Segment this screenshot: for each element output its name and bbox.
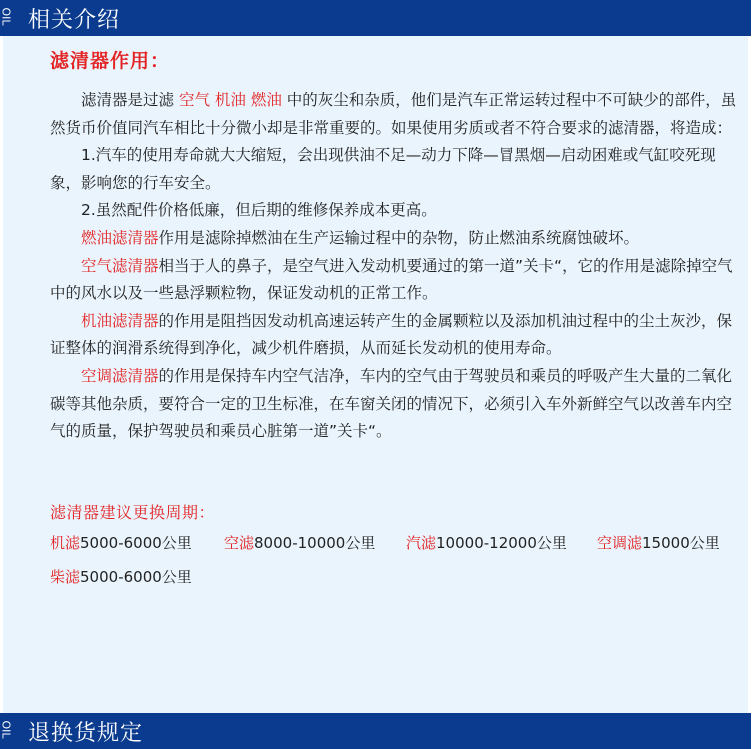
paragraph-point-2: 2.虽然配件价格低廉，但后期的维修保养成本更高。 [81,201,437,220]
section-title-returns: 退换货规定 [28,720,144,746]
interval-ac-filter: 空调滤15000公里 [597,534,720,552]
interval-air-filter: 空滤8000-10000公里 [224,534,376,552]
fuel-filter-label: 燃油滤清器 [81,228,159,247]
air-filter-label: 空气滤清器 [81,256,159,275]
oil-tag [0,0,16,36]
highlight-oil: 机油 [214,91,246,109]
interval-diesel-filter: 柴滤5000-6000公里 [50,568,192,586]
filter-function-heading: 滤清器作用： [50,50,171,72]
highlight-fuel: 燃油 [250,91,282,109]
ac-filter-label: 空调滤清器 [81,366,159,385]
replacement-interval-heading: 滤清器建议更换周期： [50,503,216,522]
paragraph-ac-filter: 空调滤清器的作用是保持车内空气洁净，车内的空气由于驾驶员和乘员的呼吸产生大量的二氧化碳等其他杂质，要符合一定的卫生标准，在车窗关闭的情况下，必须引入车外新鲜空气以改善车内空气的质量，保护驾驶员和乘员心脏第一道”关卡“。 [50,366,733,441]
paragraph-oil-filter: 机油滤清器的作用是阻挡因发动机高速运转产生的金属颗粒以及添加机油过程中的尘土灰沙，保证整体的润滑系统得到净化，减少机件磨损，从而延长发动机的使用寿命。 [50,311,733,358]
oil-filter-label: 机油滤清器 [81,311,159,330]
section-header-returns [0,713,751,749]
paragraph-intro: 滤清器是过滤 空气 机油 燃油 中的灰尘和杂质，他们是汽车正常运转过程中不可缺少的部件，虽然货币价值同汽车相比十分微小却是非常重要的。如果使用劣质或者不符合要求的滤清器，将造成： [50,91,737,137]
section-header-intro [0,0,751,36]
highlight-air: 空气 [178,91,210,109]
interval-fuel-filter: 汽滤10000-12000公里 [406,534,567,552]
filter-description [50,87,740,446]
oil-tag-text: OIL [0,720,13,739]
paragraph-point-1: 1.汽车的使用寿命就大大缩短，会出现供油不足—动力下降—冒黑烟—启动困难或气缸咬死现象，影响您的行车安全。 [50,146,716,192]
section-title-intro: 相关介绍 [28,7,121,33]
paragraph-fuel-filter: 燃油滤清器作用是滤除掉燃油在生产运输过程中的杂物，防止燃油系统腐蚀破坏。 [81,228,640,247]
paragraph-air-filter: 空气滤清器相当于人的鼻子，是空气进入发动机要通过的第一道”关卡“，它的作用是滤除掉空气中的风水以及一些悬浮颗粒物，保证发动机的正常工作。 [50,256,733,303]
oil-tag [0,713,16,749]
interval-oil-filter: 机滤5000-6000公里 [50,534,192,552]
oil-tag-text: OIL [0,7,13,26]
